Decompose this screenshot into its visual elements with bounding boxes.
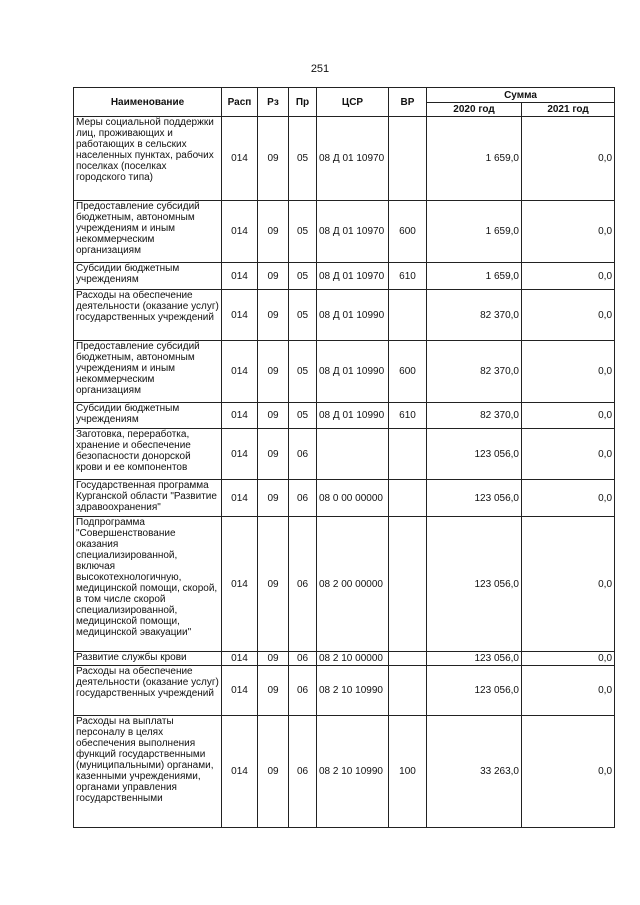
row-name: Субсидии бюджетным учреждениям	[74, 263, 222, 290]
header-csr: ЦСР	[317, 88, 389, 117]
row-name: Субсидии бюджетным учреждениям	[74, 403, 222, 429]
row-pr: 05	[289, 201, 317, 263]
table-row	[74, 403, 615, 429]
row-sum-2021: 0,0	[522, 263, 615, 290]
row-rasp: 014	[222, 201, 258, 263]
row-pr: 06	[289, 480, 317, 517]
header-vr: ВР	[389, 88, 427, 117]
row-rz: 09	[258, 517, 289, 652]
row-pr: 05	[289, 341, 317, 403]
row-rz: 09	[258, 290, 289, 341]
row-rz: 09	[258, 480, 289, 517]
row-rz: 09	[258, 716, 289, 828]
row-vr	[389, 666, 427, 716]
row-csr: 08 2 10 10990	[317, 666, 389, 716]
row-sum-2020: 123 056,0	[427, 480, 522, 517]
row-rz: 09	[258, 666, 289, 716]
row-sum-2021: 0,0	[522, 652, 615, 666]
row-name: Меры социальной поддержки лиц, проживающих и работающих в сельских населенных пунктах, рабочих поселках (поселках городского типа)	[74, 117, 222, 201]
row-rasp: 014	[222, 716, 258, 828]
table-row	[74, 480, 615, 517]
row-name: Заготовка, переработка, хранение и обеспечение безопасности донорской крови и ее компонентов	[74, 429, 222, 480]
row-vr: 610	[389, 263, 427, 290]
row-csr: 08 Д 01 10990	[317, 341, 389, 403]
row-pr: 05	[289, 290, 317, 341]
row-pr: 06	[289, 716, 317, 828]
row-rasp: 014	[222, 403, 258, 429]
row-rasp: 014	[222, 652, 258, 666]
row-sum-2020: 33 263,0	[427, 716, 522, 828]
row-rasp: 014	[222, 666, 258, 716]
table-row	[74, 341, 615, 403]
row-rz: 09	[258, 117, 289, 201]
row-vr	[389, 517, 427, 652]
row-sum-2020: 1 659,0	[427, 117, 522, 201]
row-rz: 09	[258, 429, 289, 480]
header-name: Наименование	[74, 88, 222, 117]
row-csr: 08 2 00 00000	[317, 517, 389, 652]
row-sum-2021: 0,0	[522, 341, 615, 403]
row-sum-2021: 0,0	[522, 117, 615, 201]
row-pr: 05	[289, 403, 317, 429]
table-row	[74, 666, 615, 716]
row-sum-2021: 0,0	[522, 716, 615, 828]
header-rz: Рз	[258, 88, 289, 117]
row-sum-2021: 0,0	[522, 290, 615, 341]
row-name: Развитие службы крови	[74, 652, 222, 666]
row-name: Расходы на обеспечение деятельности (оказание услуг) государственных учреждений	[74, 666, 222, 716]
header-rasp: Расп	[222, 88, 258, 117]
header-sum: Сумма	[427, 88, 615, 103]
row-csr: 08 Д 01 10990	[317, 403, 389, 429]
row-pr: 06	[289, 652, 317, 666]
row-csr: 08 0 00 00000	[317, 480, 389, 517]
row-csr: 08 2 10 00000	[317, 652, 389, 666]
row-sum-2020: 82 370,0	[427, 341, 522, 403]
row-sum-2021: 0,0	[522, 201, 615, 263]
row-vr	[389, 429, 427, 480]
row-rasp: 014	[222, 263, 258, 290]
row-pr: 05	[289, 263, 317, 290]
row-rasp: 014	[222, 480, 258, 517]
row-pr: 06	[289, 666, 317, 716]
header-2021: 2021 год	[522, 103, 615, 117]
table-row	[74, 290, 615, 341]
row-rasp: 014	[222, 117, 258, 201]
row-csr	[317, 429, 389, 480]
page-number: 251	[310, 63, 330, 75]
row-rz: 09	[258, 652, 289, 666]
row-sum-2020: 1 659,0	[427, 263, 522, 290]
table-row	[74, 201, 615, 263]
table-row	[74, 117, 615, 201]
row-name: Предоставление субсидий бюджетным, автономным учреждениям и иным некоммерческим организациям	[74, 341, 222, 403]
row-sum-2020: 82 370,0	[427, 403, 522, 429]
row-vr	[389, 480, 427, 517]
row-csr: 08 Д 01 10970	[317, 201, 389, 263]
row-rz: 09	[258, 341, 289, 403]
row-name: Расходы на выплаты персоналу в целях обеспечения выполнения функций государственными (муниципальными) органами, казенными учреждениями, органами управления государственными	[74, 716, 222, 828]
row-vr: 600	[389, 341, 427, 403]
row-csr: 08 Д 01 10990	[317, 290, 389, 341]
row-vr	[389, 652, 427, 666]
row-rasp: 014	[222, 429, 258, 480]
row-sum-2020: 123 056,0	[427, 517, 522, 652]
row-rz: 09	[258, 403, 289, 429]
row-vr: 610	[389, 403, 427, 429]
row-name: Предоставление субсидий бюджетным, автономным учреждениям и иным некоммерческим организациям	[74, 201, 222, 263]
header-pr: Пр	[289, 88, 317, 117]
row-name: Расходы на обеспечение деятельности (оказание услуг) государственных учреждений	[74, 290, 222, 341]
header-2020: 2020 год	[427, 103, 522, 117]
row-pr: 06	[289, 429, 317, 480]
row-name: Подпрограмма "Совершенствование оказания специализированной, включая высокотехнологичную, медицинской помощи, скорой, в том числе скорой специализированной, медицинской помощи, медицинской эвакуации"	[74, 517, 222, 652]
row-name: Государственная программа Курганской области "Развитие здравоохранения"	[74, 480, 222, 517]
row-sum-2020: 1 659,0	[427, 201, 522, 263]
row-sum-2021: 0,0	[522, 480, 615, 517]
row-rasp: 014	[222, 517, 258, 652]
row-csr: 08 Д 01 10970	[317, 117, 389, 201]
row-sum-2021: 0,0	[522, 403, 615, 429]
row-sum-2020: 123 056,0	[427, 666, 522, 716]
row-pr: 06	[289, 517, 317, 652]
table-row	[74, 652, 615, 666]
row-rasp: 014	[222, 290, 258, 341]
row-sum-2020: 82 370,0	[427, 290, 522, 341]
table-row	[74, 517, 615, 652]
row-sum-2021: 0,0	[522, 517, 615, 652]
row-vr	[389, 117, 427, 201]
budget-table	[73, 87, 615, 828]
row-sum-2020: 123 056,0	[427, 429, 522, 480]
row-rasp: 014	[222, 341, 258, 403]
table-row	[74, 429, 615, 480]
table-row	[74, 263, 615, 290]
row-sum-2020: 123 056,0	[427, 652, 522, 666]
row-sum-2021: 0,0	[522, 429, 615, 480]
row-rz: 09	[258, 201, 289, 263]
row-csr: 08 2 10 10990	[317, 716, 389, 828]
row-vr: 600	[389, 201, 427, 263]
row-csr: 08 Д 01 10970	[317, 263, 389, 290]
row-rz: 09	[258, 263, 289, 290]
row-vr: 100	[389, 716, 427, 828]
table-row	[74, 716, 615, 828]
row-vr	[389, 290, 427, 341]
row-sum-2021: 0,0	[522, 666, 615, 716]
row-pr: 05	[289, 117, 317, 201]
